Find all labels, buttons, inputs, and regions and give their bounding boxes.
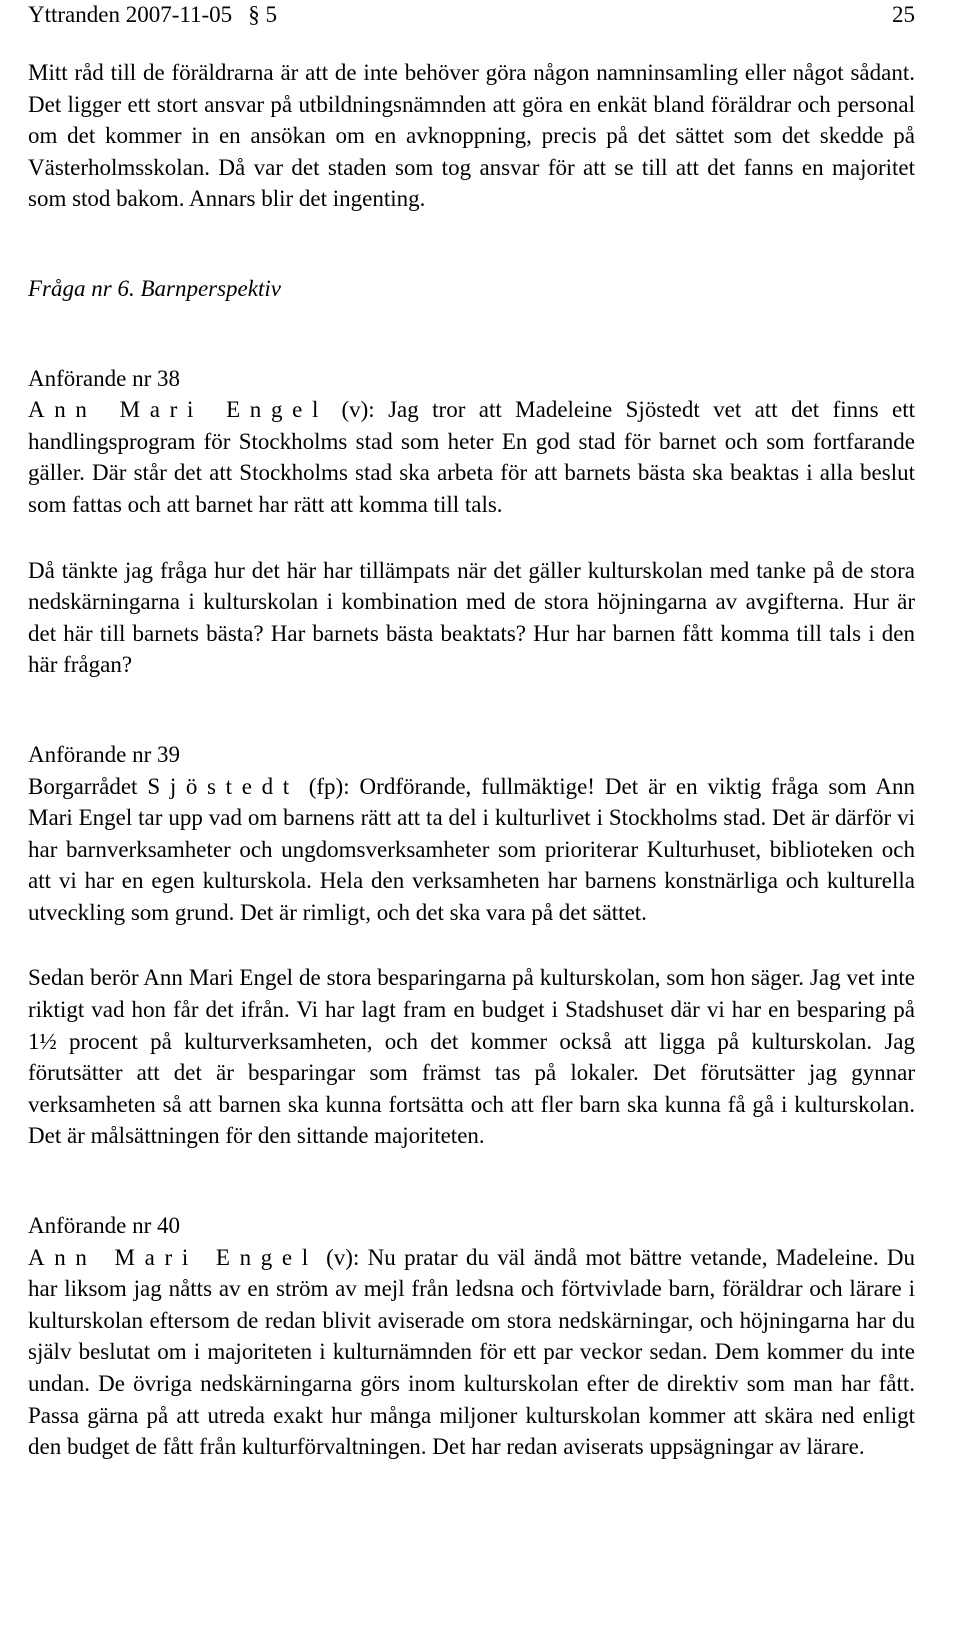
spacer xyxy=(28,1152,915,1210)
speech-39-paragraph xyxy=(28,771,915,929)
speech-text: (v): Nu pratar du väl ändå mot bättre vetande, Madeleine. Du har liksom jag nåtts av en ström av mejl från ledsna och förtvivlade barn, föräldrar och lärare i kulturskolan eftersom de redan blivit aviserade om stora nedskärningar, och höjningarna har du själv beslutat om i majoriteten i kulturnämnden för ett par veckor sedan. Dem kommer du inte undan. De övriga nedskärningarna görs inom kulturskolan efter de direktiv som man har fått. Passa gärna på att utreda exakt hur många miljoner kulturskolan kommer att skära ned enligt den budget de fått från kulturförvaltningen. Det har redan aviserats uppsägningar av lärare. xyxy=(28,1244,915,1460)
speech-38-paragraph-2: Då tänkte jag fråga hur det här har tillämpats när det gäller kulturskolan med tanke på de stora nedskärningarna i kulturskolan i kombination med de stora höjningarna av avgifterna. Hur är det här till barnets bästa? Har barnets bästa beaktats? Hur har barnen fått komma till tals i den här frågan? xyxy=(28,557,915,678)
question-heading: Fråga nr 6. Barnperspektiv xyxy=(28,275,281,301)
speech-text: (v): Jag tror att Madeleine Sjöstedt vet att det finns ett handlingsprogram för Stockholms stad som heter En god stad för barnet och som fortfarande gäller. Där står det att Stockholms stad ska arbeta för att barnets bästa ska beaktas i alla beslut som fattas och att barnet har rätt att komma till tals. xyxy=(28,397,915,517)
spacer xyxy=(28,521,915,555)
intro-paragraph: Mitt råd till de föräldrarna är att de inte behöver göra någon namninsamling eller något sådant. Det ligger ett stort ansvar på utbildningsnämnden att göra en enkät bland föräldrar och personal om det kommer in en ansökan om en avknoppning, precis på det sättet som det skedde på Västerholmsskolan. Då var det staden som tog ansvar för att se till att det fanns en majoritet som stod bakom. Annars blir det ingenting. xyxy=(28,60,915,212)
spacer xyxy=(28,215,915,273)
spacer xyxy=(28,681,915,739)
document-title: Yttranden 2007-11-05 xyxy=(28,2,233,27)
speaker-name: Sjöstedt xyxy=(147,773,299,799)
speech-39-paragraph-2: Sedan berör Ann Mari Engel de stora besparingarna på kulturskolan, som hon säger. Jag vet inte riktigt vad hon får det ifrån. Vi har lagt fram en budget i Stadshuset där vi har en besparing på 1½ procent på kulturverksamheten, och det kommer också att ligga på kulturskolan. Jag förutsätter att det är besparingar som främst tas på lokaler. Det förutsätter jag gynnar verksamheten så att barnen ska kunna fortsätta och att fler barn ska kunna få gå i kulturskolan. Det är målsättningen för den sittande majoriteten. xyxy=(28,965,915,1149)
page-header xyxy=(28,0,915,31)
speech-40-paragraph xyxy=(28,1242,915,1463)
speech-40-heading: Anförande nr 40 xyxy=(28,1213,181,1239)
speech-text: (fp): Ordförande, fullmäktige! Det är en viktig fråga som Ann Mari Engel tar upp vad om barnens rätt att ta del i kulturlivet i Stockholms stad. Det är därför vi har barnverksamheter och ungdomsverksamheter som prioriterar Kulturhuset, biblioteken och att vi har en egen kulturskola. Hela den verksamheten har barnens konstnärliga och kulturella utveckling som grund. Det är rimligt, och det ska vara på det sättet. xyxy=(28,773,915,925)
speech-38-heading: Anförande nr 38 xyxy=(28,365,181,391)
spacer xyxy=(28,305,915,363)
speaker-title: Borgarrådet xyxy=(28,773,138,799)
speaker-name: Ann Mari Engel xyxy=(28,1244,318,1270)
page-number: 25 xyxy=(892,2,915,27)
speech-39-heading: Anförande nr 39 xyxy=(28,741,181,767)
header-left xyxy=(28,0,293,31)
speech-38-paragraph xyxy=(28,394,915,520)
section-number: § 5 xyxy=(248,2,277,27)
spacer xyxy=(28,928,915,962)
speaker-name: Ann Mari Engel xyxy=(28,397,329,423)
